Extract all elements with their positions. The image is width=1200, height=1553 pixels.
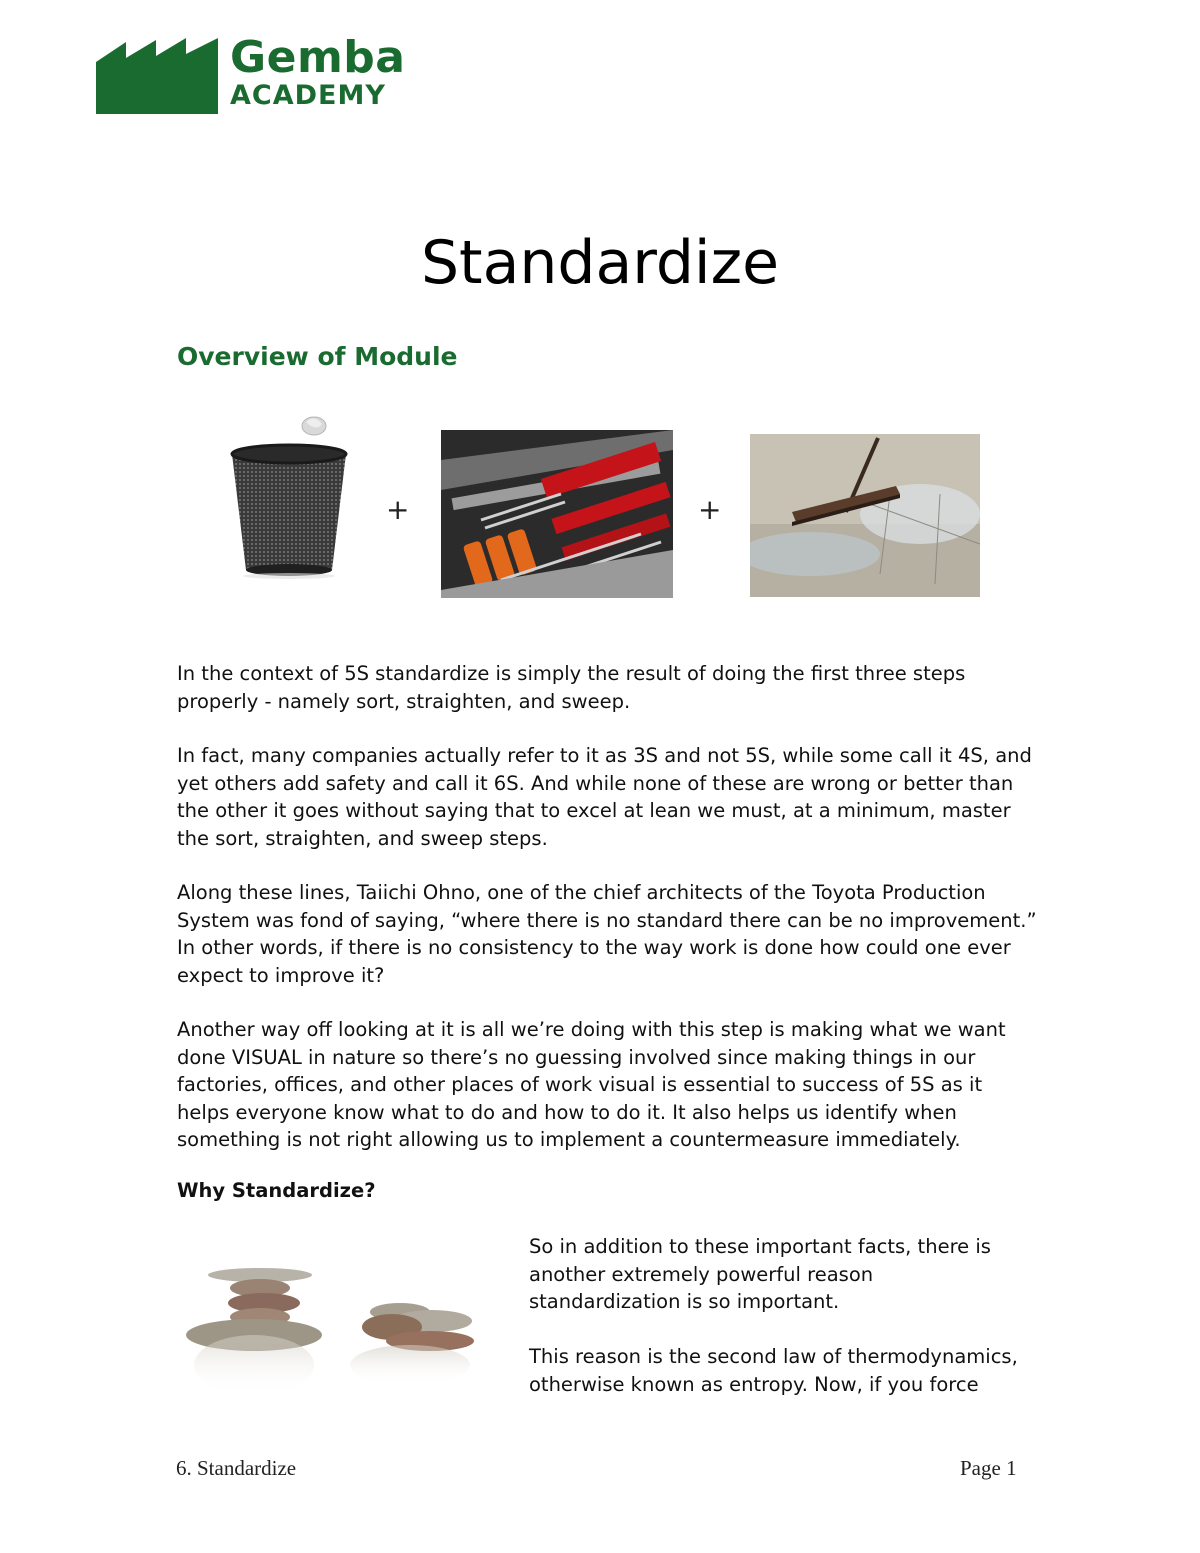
page-title: Standardize [420,228,780,298]
paragraph-ohno-quote: Along these lines, Taiichi Ohno, one of the chief architects of the Toyota Production System was fond of saying, “where there is no standard there can be no improvement.” In other words, if there is no consistency to the way work is done how could one ever expect to improve it? [177,881,1037,987]
floor-squeegee-image [750,434,980,597]
plus-sign: + [698,493,722,526]
logo-text-gemba: Gemba [230,32,406,83]
section-heading-overview: Overview of Module [177,342,458,371]
factory-roof-icon [96,38,222,116]
paragraph-context: In the context of 5S standardize is simply the result of doing the first three steps properly - namely sort, straighten, and sweep. [177,662,966,713]
paragraph-why-intro: So in addition to these important facts, there is another extremely powerful reason standardization is so important. [529,1235,991,1313]
wastebasket-image [222,410,354,580]
plus-sign: + [386,493,410,526]
gemba-academy-logo [96,32,426,118]
paragraph-visual: Another way off looking at it is all we’re doing with this step is making what we want done VISUAL in nature so there’s no guessing involved since making things in our factories, offices, and other places of work visual is essential to success of 5S as it helps everyone know what to do and how to do it. It also helps us identify when something is not right allowing us to implement a countermeasure immediately. [177,1018,1006,1151]
paragraph-entropy: This reason is the second law of thermodynamics, otherwise known as entropy. Now, if you force [529,1345,1018,1396]
logo-text-academy: ACADEMY [230,80,386,111]
footer-chapter: 6. Standardize [176,1456,297,1480]
footer-page-number: Page 1 [960,1456,1017,1480]
tool-drawer-image [441,430,673,598]
section-heading-why: Why Standardize? [177,1179,376,1202]
stacked-stones-image [180,1255,510,1420]
paragraph-variants: In fact, many companies actually refer to it as 3S and not 5S, while some call it 4S, and yet others add safety and call it 6S. And while none of these are wrong or better than the other it goes without saying that to excel at lean we must, at a minimum, master the sort, straighten, and sweep steps. [177,744,1032,850]
